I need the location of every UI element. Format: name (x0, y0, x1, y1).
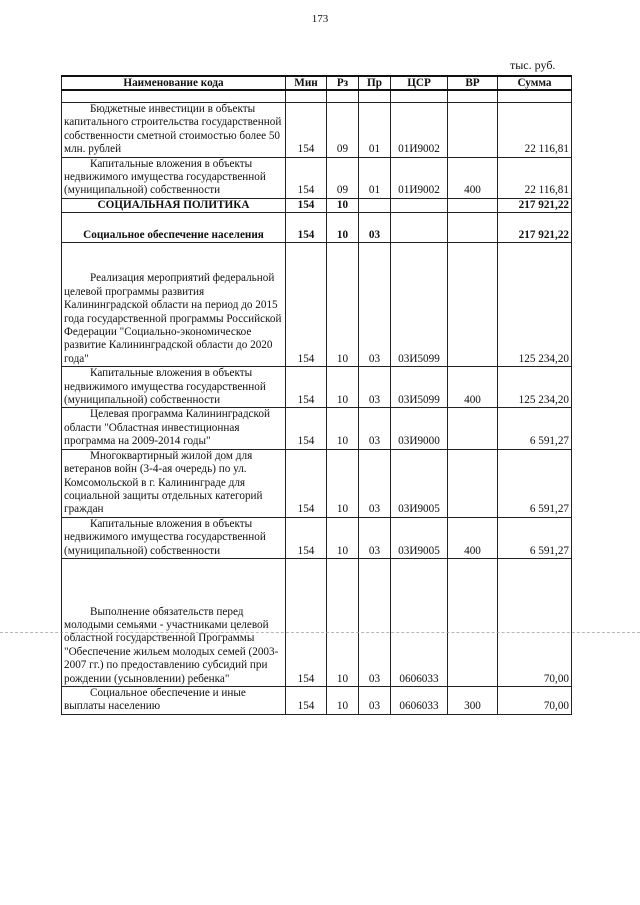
row-name-cell (62, 103, 286, 158)
row-pr: 01 (359, 103, 391, 158)
header-rz: Рз (327, 76, 359, 90)
row-vr (448, 558, 498, 686)
table-row (62, 367, 572, 408)
row-rz: 10 (327, 198, 359, 212)
row-name-cell (62, 558, 286, 686)
row-vr (448, 213, 498, 243)
row-min: 154 (286, 103, 327, 158)
row-name: Целевая программа Калининградской области "Областная инвестиционная программа на 2009-2014 годы" (64, 408, 270, 448)
row-rz: 09 (327, 103, 359, 158)
row-sum: 217 921,22 (498, 198, 572, 212)
row-name-cell (62, 408, 286, 449)
header-name: Наименование кода (62, 76, 286, 90)
row-sum: 22 116,81 (498, 157, 572, 198)
row-min: 154 (286, 449, 327, 517)
row-vr (448, 449, 498, 517)
table-row (62, 517, 572, 558)
row-csr: 0606033 (391, 686, 448, 714)
row-rz: 10 (327, 449, 359, 517)
row-vr (448, 103, 498, 158)
row-rz: 10 (327, 686, 359, 714)
row-rz: 10 (327, 367, 359, 408)
row-pr: 03 (359, 558, 391, 686)
table-row (62, 103, 572, 158)
row-name: Капитальные вложения в объекты недвижимого имущества государственной (муниципальной) собственности (64, 367, 266, 407)
budget-table (61, 75, 572, 715)
row-name: Капитальные вложения в объекты недвижимого имущества государственной (муниципальной) собственности (64, 157, 266, 197)
row-min: 154 (286, 213, 327, 243)
row-pr: 03 (359, 517, 391, 558)
row-name-cell (62, 243, 286, 367)
row-vr (448, 198, 498, 212)
row-rz: 10 (327, 213, 359, 243)
section-title: СОЦИАЛЬНАЯ ПОЛИТИКА (62, 198, 286, 212)
subsection-row (62, 213, 572, 243)
row-name-cell (62, 449, 286, 517)
row-csr: 03И5099 (391, 367, 448, 408)
row-csr (391, 198, 448, 212)
row-sum: 70,00 (498, 686, 572, 714)
row-csr (391, 213, 448, 243)
row-min: 154 (286, 157, 327, 198)
row-pr: 03 (359, 449, 391, 517)
row-min: 154 (286, 243, 327, 367)
table-row (62, 686, 572, 714)
row-min: 154 (286, 558, 327, 686)
row-name-cell (62, 367, 286, 408)
row-rz: 10 (327, 243, 359, 367)
row-sum: 217 921,22 (498, 213, 572, 243)
row-pr: 03 (359, 213, 391, 243)
row-name: Реализация мероприятий федеральной целевой программы развития Калининградской области на период до 2015 года государственной программы Российской Федерации "Социально-экономическое развитие Калининградской области до 2020 года" (64, 272, 282, 365)
header-csr: ЦСР (391, 76, 448, 90)
row-rz: 10 (327, 558, 359, 686)
row-csr: 03И5099 (391, 243, 448, 367)
header-min: Мин (286, 76, 327, 90)
row-csr: 03И9005 (391, 449, 448, 517)
row-vr: 400 (448, 157, 498, 198)
row-pr: 03 (359, 243, 391, 367)
row-pr (359, 198, 391, 212)
row-name: Социальное обеспечение и иные выплаты населению (64, 686, 246, 713)
row-min: 154 (286, 367, 327, 408)
header-vr: ВР (448, 76, 498, 90)
table-row (62, 558, 572, 686)
row-csr: 03И9005 (391, 517, 448, 558)
header-row (62, 76, 572, 90)
row-sum: 70,00 (498, 558, 572, 686)
row-name-cell (62, 517, 286, 558)
spacer-row (62, 90, 572, 103)
scan-fold-line (0, 632, 640, 633)
row-csr: 03И9000 (391, 408, 448, 449)
table-row (62, 157, 572, 198)
row-vr (448, 243, 498, 367)
row-vr: 400 (448, 517, 498, 558)
row-csr: 01И9002 (391, 157, 448, 198)
row-csr: 0606033 (391, 558, 448, 686)
row-min: 154 (286, 408, 327, 449)
table-row (62, 449, 572, 517)
row-name-cell (62, 157, 286, 198)
row-sum: 125 234,20 (498, 367, 572, 408)
row-name: Капитальные вложения в объекты недвижимого имущества государственной (муниципальной) собственности (64, 517, 266, 557)
unit-note: тыс. руб. (510, 58, 556, 72)
row-rz: 10 (327, 517, 359, 558)
row-vr: 400 (448, 367, 498, 408)
row-pr: 03 (359, 367, 391, 408)
row-min: 154 (286, 517, 327, 558)
table-row (62, 243, 572, 367)
row-min: 154 (286, 198, 327, 212)
row-pr: 03 (359, 408, 391, 449)
section-row (62, 198, 572, 212)
row-min: 154 (286, 686, 327, 714)
row-sum: 125 234,20 (498, 243, 572, 367)
row-name: Многоквартирный жилой дом для ветеранов войн (3-4-ая очередь) по ул. Комсомольской в г. Калининграде для социальной защиты отдельных категорий граждан (64, 449, 263, 516)
row-pr: 01 (359, 157, 391, 198)
row-sum: 6 591,27 (498, 517, 572, 558)
row-sum: 22 116,81 (498, 103, 572, 158)
subsection-title: Социальное обеспечение населения (62, 213, 286, 243)
row-csr: 01И9002 (391, 103, 448, 158)
row-rz: 10 (327, 408, 359, 449)
table-row (62, 408, 572, 449)
row-name: Бюджетные инвестиции в объекты капитального строительства государственной собственности сметной стоимостью более 50 млн. рублей (64, 103, 282, 156)
row-vr: 300 (448, 686, 498, 714)
row-name: Выполнение обязательств перед молодыми семьями - участниками целевой областной государственной Программы "Обеспечение жильем молодых семей (2003-2007 гг.) по предоставлению субсидий при рождении (усыновлении) ребенка" (64, 605, 279, 685)
row-sum: 6 591,27 (498, 449, 572, 517)
header-sum: Сумма (498, 76, 572, 90)
row-name-cell (62, 686, 286, 714)
row-pr: 03 (359, 686, 391, 714)
row-sum: 6 591,27 (498, 408, 572, 449)
row-vr (448, 408, 498, 449)
row-rz: 09 (327, 157, 359, 198)
header-pr: Пр (359, 76, 391, 90)
page-number: 173 (311, 13, 329, 25)
